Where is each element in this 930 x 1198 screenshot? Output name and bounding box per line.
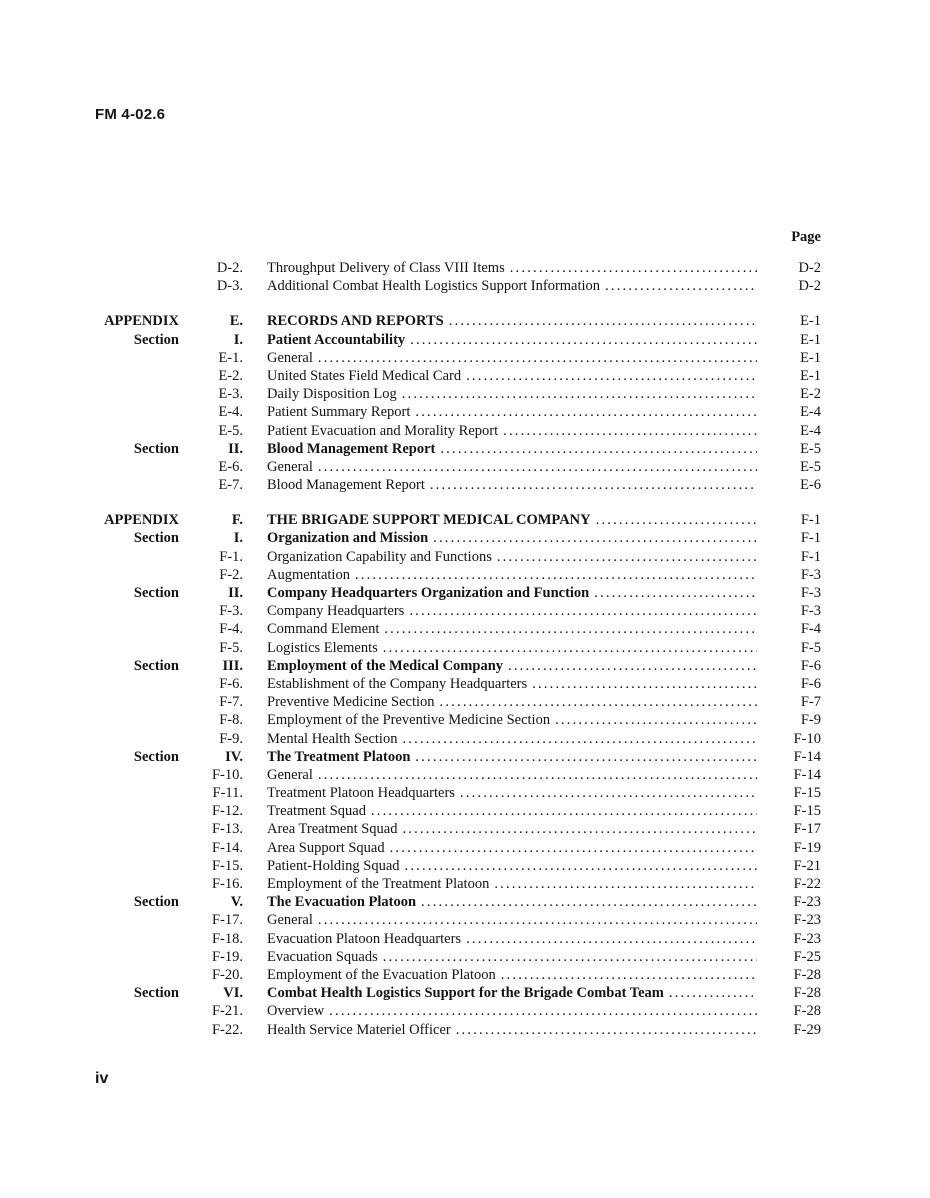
- toc-entry: [95, 385, 821, 403]
- dot-leader: [456, 1021, 757, 1039]
- dot-leader: [430, 476, 757, 494]
- entry-label: Section: [133, 440, 179, 457]
- dot-leader: [318, 458, 757, 476]
- toc-entry: [95, 566, 821, 584]
- toc-entry: [95, 529, 821, 547]
- toc-entry: [95, 349, 821, 367]
- entry-number: D-2.: [216, 260, 243, 276]
- doc-number: FM 4-02.6: [95, 106, 166, 123]
- entry-number: II.: [228, 585, 243, 601]
- toc-entry: [95, 839, 821, 857]
- toc-entry: [95, 711, 821, 729]
- entry-page-number: D-2: [798, 278, 821, 295]
- entry-page-number: F-28: [793, 985, 821, 1002]
- toc-entry: [95, 984, 821, 1002]
- toc-entry: [95, 1002, 821, 1020]
- dot-leader: [318, 766, 757, 784]
- entry-page-number: F-28: [793, 1003, 821, 1020]
- entry-page-number: F-23: [793, 894, 821, 911]
- dot-leader: [460, 784, 757, 802]
- entry-title: The Treatment Platoon: [267, 748, 411, 765]
- entry-number: F-10.: [211, 766, 243, 783]
- entry-title: Evacuation Platoon Headquarters: [267, 930, 462, 947]
- dot-leader: [440, 693, 757, 711]
- entry-page-number: F-29: [793, 1021, 821, 1038]
- toc-entry: [95, 930, 821, 948]
- toc-entry: [95, 693, 821, 711]
- entry-page-number: F-3: [800, 585, 821, 601]
- entry-title: Establishment of the Company Headquarters: [267, 675, 528, 692]
- entry-number: F-1.: [219, 548, 243, 565]
- toc-entry: [95, 458, 821, 476]
- entry-number: E-1.: [218, 349, 243, 366]
- entry-page-number: F-19: [793, 839, 821, 856]
- toc-entry: [95, 639, 821, 657]
- entry-number: III.: [222, 657, 243, 674]
- entry-number: E-7.: [218, 477, 243, 494]
- dot-leader: [402, 385, 757, 403]
- entry-number: F-2.: [219, 566, 243, 583]
- entry-page-number: F-23: [793, 912, 821, 929]
- dot-leader: [494, 875, 757, 893]
- entry-page-number: F-25: [793, 948, 821, 965]
- dot-leader: [318, 911, 757, 929]
- toc-entry: [95, 893, 821, 911]
- dot-leader: [440, 440, 757, 458]
- entry-number: F-5.: [219, 639, 243, 656]
- toc-group: [95, 511, 821, 1038]
- entry-title: Health Service Materiel Officer: [267, 1021, 451, 1038]
- toc-entry: [95, 602, 821, 620]
- entry-title: General: [267, 349, 313, 366]
- entry-title: Patient Evacuation and Morality Report: [267, 422, 499, 439]
- entry-page-number: E-6: [800, 477, 821, 494]
- entry-title: Additional Combat Health Logistics Support Information: [267, 278, 601, 295]
- entry-title: Overview: [267, 1003, 325, 1020]
- entry-page-number: E-5: [800, 458, 821, 475]
- entry-number: F-21.: [211, 1003, 243, 1020]
- entry-page-number: F-1: [800, 512, 821, 529]
- entry-page-number: F-15: [793, 803, 821, 820]
- dot-leader: [383, 948, 757, 966]
- entry-page-number: E-1: [800, 349, 821, 366]
- toc-entry: [95, 657, 821, 675]
- entry-title: Employment of the Preventive Medicine Section: [267, 712, 551, 729]
- entry-label: Section: [133, 530, 179, 547]
- entry-page-number: F-6: [800, 657, 821, 674]
- entry-title: RECORDS AND REPORTS: [267, 313, 444, 330]
- entry-page-number: F-22: [793, 876, 821, 892]
- entry-number: E-2.: [218, 367, 243, 384]
- toc-entry: [95, 802, 821, 820]
- entry-title: General: [267, 766, 313, 783]
- entry-page-number: F-10: [793, 730, 821, 747]
- entry-title: Company Headquarters: [267, 603, 405, 620]
- entry-page-number: E-2: [800, 386, 821, 403]
- toc-entry: [95, 857, 821, 875]
- toc-entry: [95, 784, 821, 802]
- dot-leader: [402, 820, 757, 838]
- dot-leader: [355, 566, 757, 584]
- entry-page-number: D-2: [798, 260, 821, 276]
- toc-entry: [95, 620, 821, 638]
- entry-number: F-6.: [219, 675, 243, 692]
- toc-entry: [95, 966, 821, 984]
- entry-label: Section: [133, 894, 179, 911]
- entry-number: F-17.: [211, 912, 243, 929]
- entry-title: Treatment Platoon Headquarters: [267, 785, 455, 802]
- dot-leader: [415, 748, 757, 766]
- toc-entry: [95, 422, 821, 440]
- entry-number: E-5.: [218, 422, 243, 439]
- toc-entry: [95, 820, 821, 838]
- dot-leader: [402, 730, 757, 748]
- entry-title: Area Support Squad: [267, 839, 385, 856]
- entry-number: F-13.: [211, 821, 243, 838]
- entry-page-number: F-23: [793, 930, 821, 947]
- entry-title: Preventive Medicine Section: [267, 694, 435, 711]
- dot-leader: [421, 893, 757, 911]
- dot-leader: [510, 259, 757, 277]
- entry-title: General: [267, 912, 313, 929]
- entry-title: Employment of the Medical Company: [267, 657, 504, 674]
- entry-title: Evacuation Squads: [267, 948, 378, 965]
- entry-page-number: F-14: [793, 766, 821, 783]
- entry-title: Blood Management Report: [267, 477, 425, 494]
- toc-entry: [95, 277, 821, 295]
- entry-title: Combat Health Logistics Support for the Brigade Combat Team: [267, 985, 664, 1002]
- entry-title: Logistics Elements: [267, 639, 378, 656]
- entry-title: Patient Accountability: [267, 331, 406, 348]
- toc-entry: [95, 331, 821, 349]
- entry-number: F-15.: [211, 857, 243, 874]
- entry-title: United States Field Medical Card: [267, 367, 462, 384]
- entry-page-number: F-3: [800, 603, 821, 620]
- entry-number: F-19.: [211, 948, 243, 965]
- entry-number: F.: [231, 512, 243, 529]
- entry-title: Daily Disposition Log: [267, 386, 397, 403]
- toc-entry: [95, 511, 821, 529]
- entry-number: VI.: [223, 985, 243, 1002]
- page-column-label: Page: [791, 229, 821, 245]
- entry-page-number: F-6: [800, 675, 821, 692]
- entry-number: F-3.: [219, 603, 243, 620]
- toc-entry: [95, 675, 821, 693]
- dot-leader: [433, 529, 757, 547]
- dot-leader: [405, 857, 757, 875]
- entry-number: D-3.: [216, 278, 243, 295]
- entry-title: Patient Summary Report: [267, 404, 411, 421]
- toc-entry: [95, 748, 821, 766]
- entry-title: Organization Capability and Functions: [267, 548, 492, 565]
- table-of-contents: [95, 259, 821, 1039]
- entry-number: F-20.: [211, 966, 243, 983]
- dot-leader: [596, 511, 757, 529]
- entry-page-number: E-4: [800, 404, 821, 421]
- dot-leader: [383, 639, 757, 657]
- entry-number: F-22.: [211, 1021, 243, 1038]
- entry-label: Section: [133, 331, 179, 348]
- entry-page-number: E-5: [800, 440, 821, 457]
- toc-entry: [95, 476, 821, 494]
- entry-page-number: F-1: [800, 548, 821, 565]
- entry-title: Patient-Holding Squad: [267, 857, 400, 874]
- footer-page-number: iv: [95, 1070, 109, 1087]
- dot-leader: [503, 422, 757, 440]
- entry-number: V.: [230, 894, 243, 911]
- entry-page-number: F-4: [800, 621, 821, 638]
- toc-entry: [95, 730, 821, 748]
- dot-leader: [384, 620, 757, 638]
- toc-entry: [95, 911, 821, 929]
- entry-label: Section: [133, 657, 179, 674]
- entry-page-number: E-4: [800, 422, 821, 439]
- dot-leader: [318, 349, 757, 367]
- toc-group: [95, 259, 821, 295]
- entry-number: E-3.: [218, 386, 243, 403]
- entry-label: APPENDIX: [104, 313, 179, 330]
- entry-number: F-11.: [212, 785, 243, 802]
- toc-entry: [95, 403, 821, 421]
- toc-group: [95, 312, 821, 494]
- dot-leader: [449, 312, 757, 330]
- dot-leader: [466, 930, 757, 948]
- entry-title: Employment of the Evacuation Platoon: [267, 966, 496, 983]
- entry-page-number: E-1: [800, 367, 821, 384]
- entry-title: Mental Health Section: [267, 730, 398, 747]
- entry-number: E.: [229, 313, 243, 330]
- entry-page-number: F-3: [800, 566, 821, 583]
- dot-leader: [410, 331, 757, 349]
- entry-number: I.: [233, 331, 243, 348]
- entry-title: Augmentation: [267, 566, 350, 583]
- entry-title: General: [267, 458, 313, 475]
- entry-title: Blood Management Report: [267, 440, 436, 457]
- entry-number: E-4.: [218, 404, 243, 421]
- toc-entry: [95, 312, 821, 330]
- toc-entry: [95, 766, 821, 784]
- entry-page-number: F-28: [793, 966, 821, 983]
- entry-number: F-14.: [211, 839, 243, 856]
- dot-leader: [390, 839, 757, 857]
- toc-entry: [95, 948, 821, 966]
- entry-title: Throughput Delivery of Class VIII Items: [267, 260, 505, 276]
- dot-leader: [669, 984, 757, 1002]
- entry-number: F-12.: [211, 803, 243, 820]
- entry-page-number: F-21: [793, 857, 821, 874]
- entry-number: E-6.: [218, 458, 243, 475]
- toc-entry: [95, 367, 821, 385]
- entry-page-number: F-14: [793, 748, 821, 765]
- toc-entry: [95, 875, 821, 893]
- entry-number: I.: [233, 530, 243, 547]
- entry-number: F-4.: [219, 621, 243, 638]
- entry-title: Treatment Squad: [267, 803, 366, 820]
- dot-leader: [415, 403, 757, 421]
- entry-number: F-16.: [211, 876, 243, 892]
- entry-title: Area Treatment Squad: [267, 821, 398, 838]
- entry-page-number: F-17: [793, 821, 821, 838]
- dot-leader: [501, 966, 757, 984]
- entry-page-number: F-5: [800, 639, 821, 656]
- entry-label: Section: [133, 748, 179, 765]
- dot-leader: [329, 1002, 757, 1020]
- entry-label: Section: [133, 585, 179, 601]
- entry-number: F-9.: [219, 730, 243, 747]
- entry-page-number: E-1: [800, 331, 821, 348]
- dot-leader: [605, 277, 757, 295]
- entry-label: Section: [133, 985, 179, 1002]
- dot-leader: [555, 711, 757, 729]
- entry-page-number: F-15: [793, 785, 821, 802]
- entry-number: II.: [228, 440, 243, 457]
- entry-number: F-8.: [219, 712, 243, 729]
- dot-leader: [497, 548, 757, 566]
- entry-page-number: E-1: [800, 313, 821, 330]
- entry-page-number: F-1: [800, 530, 821, 547]
- dot-leader: [409, 602, 757, 620]
- entry-number: F-7.: [219, 694, 243, 711]
- dot-leader: [532, 675, 757, 693]
- entry-label: APPENDIX: [104, 512, 179, 529]
- entry-page-number: F-9: [800, 712, 821, 729]
- toc-entry: [95, 1021, 821, 1039]
- entry-title: Command Element: [267, 621, 380, 638]
- entry-title: THE BRIGADE SUPPORT MEDICAL COMPANY: [267, 512, 591, 529]
- entry-title: Employment of the Treatment Platoon: [267, 876, 490, 892]
- toc-entry: [95, 548, 821, 566]
- toc-entry: [95, 259, 821, 277]
- dot-leader: [594, 584, 757, 602]
- dot-leader: [466, 367, 757, 385]
- entry-title: The Evacuation Platoon: [267, 894, 417, 911]
- entry-number: IV.: [225, 748, 243, 765]
- entry-title: Organization and Mission: [267, 530, 429, 547]
- dot-leader: [371, 802, 757, 820]
- entry-number: F-18.: [211, 930, 243, 947]
- toc-entry: [95, 440, 821, 458]
- entry-page-number: F-7: [800, 694, 821, 711]
- entry-title: Company Headquarters Organization and Function: [267, 585, 590, 601]
- toc-entry: [95, 584, 821, 602]
- dot-leader: [508, 657, 757, 675]
